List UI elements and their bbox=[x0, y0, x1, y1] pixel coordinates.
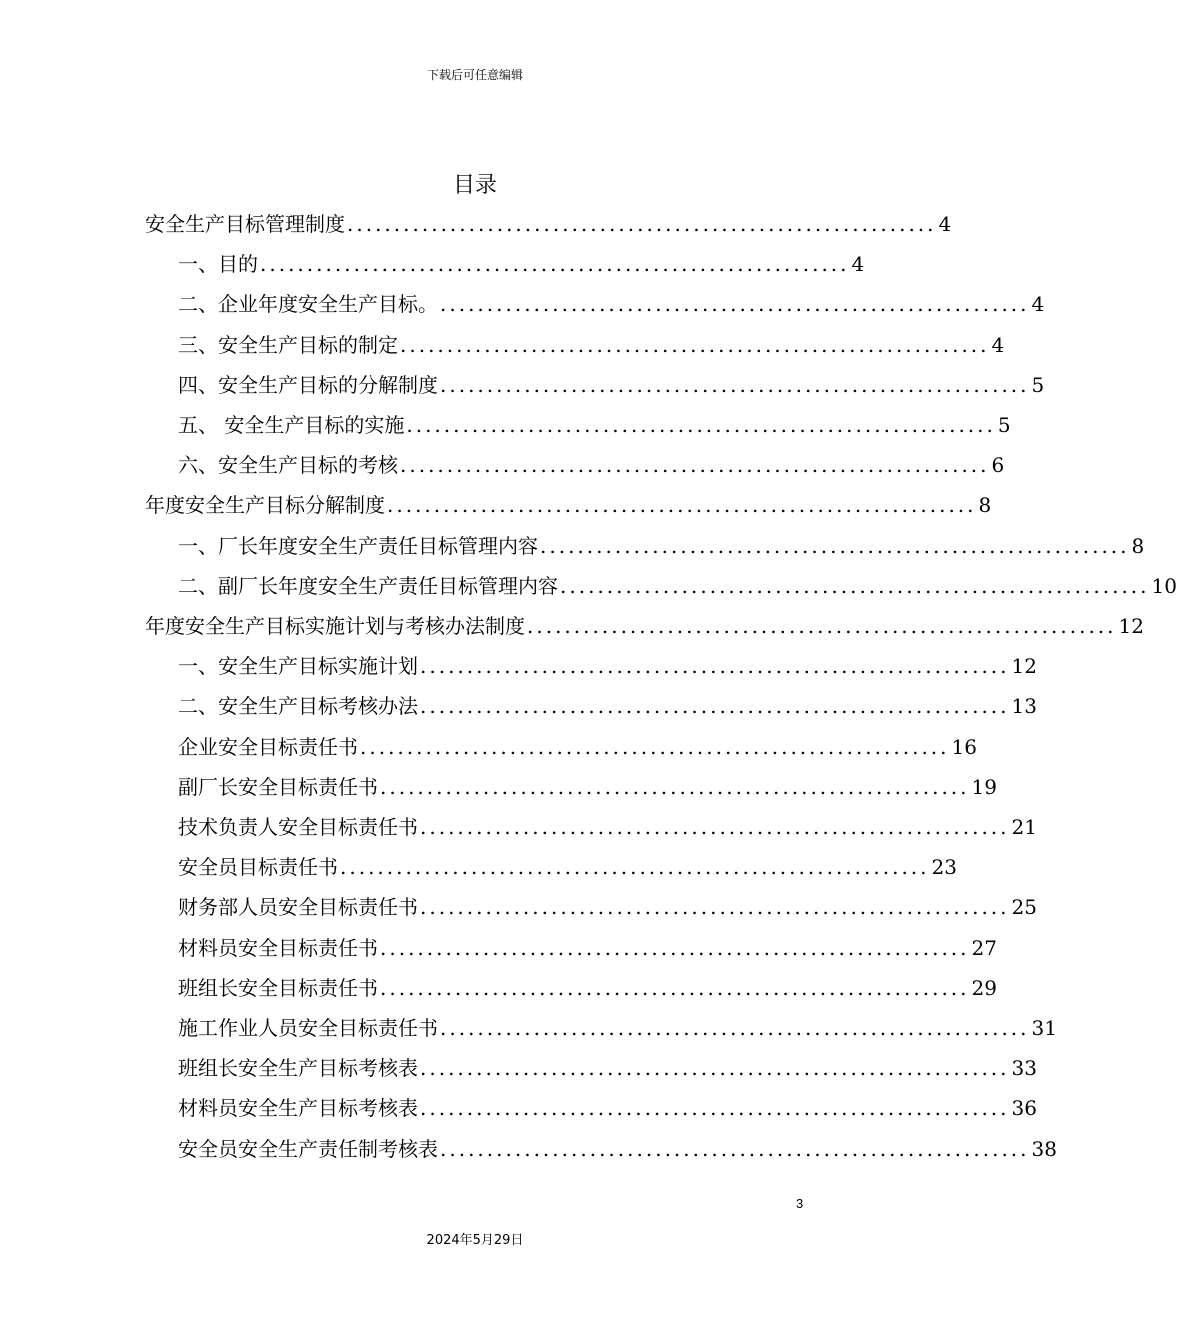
toc-entry-page: 19 bbox=[971, 774, 997, 799]
toc-dot-leader: ............................................................... bbox=[260, 252, 850, 277]
toc-entry-label: 六、安全生产目标的考核 bbox=[178, 453, 398, 478]
toc-entry-label: 财务部人员安全目标责任书 bbox=[178, 895, 418, 920]
toc-entry-page: 10 bbox=[1151, 573, 1177, 598]
toc-entry[interactable] bbox=[178, 807, 1037, 847]
toc-entry[interactable] bbox=[178, 325, 1005, 365]
toc-entry-label: 三、安全生产目标的制定 bbox=[178, 332, 398, 357]
toc-entry-page: 8 bbox=[1131, 533, 1145, 558]
toc-entry[interactable] bbox=[178, 405, 1011, 445]
toc-dot-leader: ............................................................... bbox=[540, 533, 1130, 558]
toc-entry-label: 一、厂长年度安全生产责任目标管理内容 bbox=[178, 533, 538, 558]
toc-entry-label: 材料员安全生产目标考核表 bbox=[178, 1096, 418, 1121]
toc-dot-leader: ............................................................... bbox=[400, 332, 990, 357]
toc-dot-leader: ............................................................... bbox=[406, 413, 996, 437]
toc-entry-page: 16 bbox=[951, 734, 977, 759]
toc-dot-leader: ............................................................... bbox=[347, 212, 937, 236]
toc-entry-page: 8 bbox=[978, 493, 992, 518]
toc-entry-label: 副厂长安全目标责任书 bbox=[178, 774, 378, 799]
toc-dot-leader: ............................................................... bbox=[387, 493, 977, 518]
toc-entry-page: 36 bbox=[1011, 1096, 1037, 1121]
toc-dot-leader: ............................................................... bbox=[400, 453, 990, 478]
toc-entry-label: 企业安全目标责任书 bbox=[178, 734, 358, 759]
toc-entry-page: 23 bbox=[931, 855, 957, 880]
toc-entry[interactable] bbox=[178, 646, 1037, 686]
toc-entry[interactable] bbox=[178, 928, 997, 968]
toc-entry-label: 施工作业人员安全目标责任书 bbox=[178, 1016, 438, 1040]
toc-entry-page: 4 bbox=[938, 212, 952, 236]
toc-dot-leader: ............................................................... bbox=[360, 734, 950, 759]
toc-dot-leader: ............................................................... bbox=[340, 855, 930, 880]
toc-entry-page: 4 bbox=[851, 252, 865, 277]
toc-entry-label: 二、安全生产目标考核办法 bbox=[178, 694, 418, 719]
toc-entry[interactable] bbox=[178, 1008, 1057, 1048]
toc-dot-leader: ............................................................... bbox=[420, 895, 1010, 920]
toc-dot-leader: ............................................................... bbox=[440, 292, 1030, 317]
toc-dot-leader: ............................................................... bbox=[440, 1016, 1030, 1040]
toc-dot-leader: ............................................................... bbox=[420, 694, 1010, 719]
toc-entry[interactable] bbox=[178, 284, 1045, 324]
toc-entry[interactable] bbox=[178, 968, 997, 1008]
toc-entry-label: 班组长安全目标责任书 bbox=[178, 975, 378, 1000]
toc-title: 目录 bbox=[452, 173, 497, 198]
toc-entry[interactable] bbox=[178, 244, 865, 284]
toc-entry[interactable] bbox=[178, 887, 1037, 927]
toc-entry-label: 一、目的 bbox=[178, 252, 258, 277]
header-note: 下载后可任意编辑 bbox=[426, 68, 523, 82]
toc-dot-leader: ............................................................... bbox=[420, 815, 1010, 839]
toc-entry-page: 4 bbox=[1031, 292, 1045, 317]
toc-entry-label: 材料员安全目标责任书 bbox=[178, 935, 378, 960]
toc-entry-page: 5 bbox=[997, 413, 1011, 437]
toc-entry-label: 二、副厂长年度安全生产责任目标管理内容 bbox=[178, 573, 558, 598]
toc-entry-page: 31 bbox=[1031, 1016, 1057, 1040]
toc-entry[interactable] bbox=[178, 445, 1005, 485]
toc-entry[interactable] bbox=[145, 204, 952, 244]
toc-entry-page: 5 bbox=[1031, 372, 1045, 397]
toc-entry[interactable] bbox=[178, 1088, 1037, 1128]
toc-entry[interactable] bbox=[178, 767, 997, 807]
toc-dot-leader: ............................................................... bbox=[380, 975, 970, 1000]
toc-dot-leader: ............................................................... bbox=[560, 573, 1150, 598]
toc-entry-label: 安全员安全生产责任制考核表 bbox=[178, 1136, 438, 1161]
toc-entry[interactable] bbox=[178, 1048, 1037, 1088]
toc-entry-label: 安全生产目标管理制度 bbox=[145, 212, 345, 236]
toc-entry-page: 6 bbox=[991, 453, 1005, 478]
toc-dot-leader: ............................................................... bbox=[380, 935, 970, 960]
toc-entry[interactable] bbox=[178, 526, 1145, 566]
toc-entry[interactable] bbox=[178, 1129, 1057, 1169]
toc-entry-label: 五、 安全生产目标的实施 bbox=[178, 413, 405, 437]
toc-entry[interactable] bbox=[145, 485, 992, 525]
toc-dot-leader: ............................................................... bbox=[440, 1136, 1030, 1161]
toc-entry-page: 29 bbox=[971, 975, 997, 1000]
toc-dot-leader: ............................................................... bbox=[380, 774, 970, 799]
toc-entry-page: 13 bbox=[1011, 694, 1037, 719]
toc-entry-page: 12 bbox=[1011, 654, 1037, 679]
toc-entry-page: 21 bbox=[1011, 815, 1037, 839]
toc-entry[interactable] bbox=[145, 606, 1144, 646]
toc-entry-label: 班组长安全生产目标考核表 bbox=[178, 1056, 418, 1081]
toc-dot-leader: ............................................................... bbox=[420, 654, 1010, 679]
toc-entry-label: 一、安全生产目标实施计划 bbox=[178, 654, 418, 679]
toc-entry-page: 27 bbox=[971, 935, 997, 960]
toc-entry-page: 4 bbox=[991, 332, 1005, 357]
toc-entry[interactable] bbox=[178, 686, 1037, 726]
toc-entry-page: 12 bbox=[1118, 614, 1144, 638]
toc-entry[interactable] bbox=[178, 727, 977, 767]
toc-entry[interactable] bbox=[178, 847, 957, 887]
toc-entry[interactable] bbox=[178, 365, 1045, 405]
toc-entry-label: 二、企业年度安全生产目标。 bbox=[178, 292, 438, 317]
toc-entry-label: 安全员目标责任书 bbox=[178, 855, 338, 880]
toc-dot-leader: ............................................................... bbox=[420, 1096, 1010, 1121]
toc-dot-leader: ............................................................... bbox=[420, 1056, 1010, 1081]
toc-entry-label: 年度安全生产目标实施计划与考核办法制度 bbox=[145, 614, 525, 638]
footer-date: 2024年5月29日 bbox=[426, 1233, 524, 1248]
toc-entry-page: 38 bbox=[1031, 1136, 1057, 1161]
toc-entry-page: 33 bbox=[1011, 1056, 1037, 1081]
toc-entry-page: 25 bbox=[1011, 895, 1037, 920]
page-number: 3 bbox=[796, 1196, 804, 1211]
toc-dot-leader: ............................................................... bbox=[527, 614, 1117, 638]
toc-entry[interactable] bbox=[178, 566, 1177, 606]
toc-dot-leader: ............................................................... bbox=[440, 372, 1030, 397]
toc-entry-label: 年度安全生产目标分解制度 bbox=[145, 493, 385, 518]
toc-entry-label: 技术负责人安全目标责任书 bbox=[178, 815, 418, 839]
toc-entry-label: 四、安全生产目标的分解制度 bbox=[178, 372, 438, 397]
